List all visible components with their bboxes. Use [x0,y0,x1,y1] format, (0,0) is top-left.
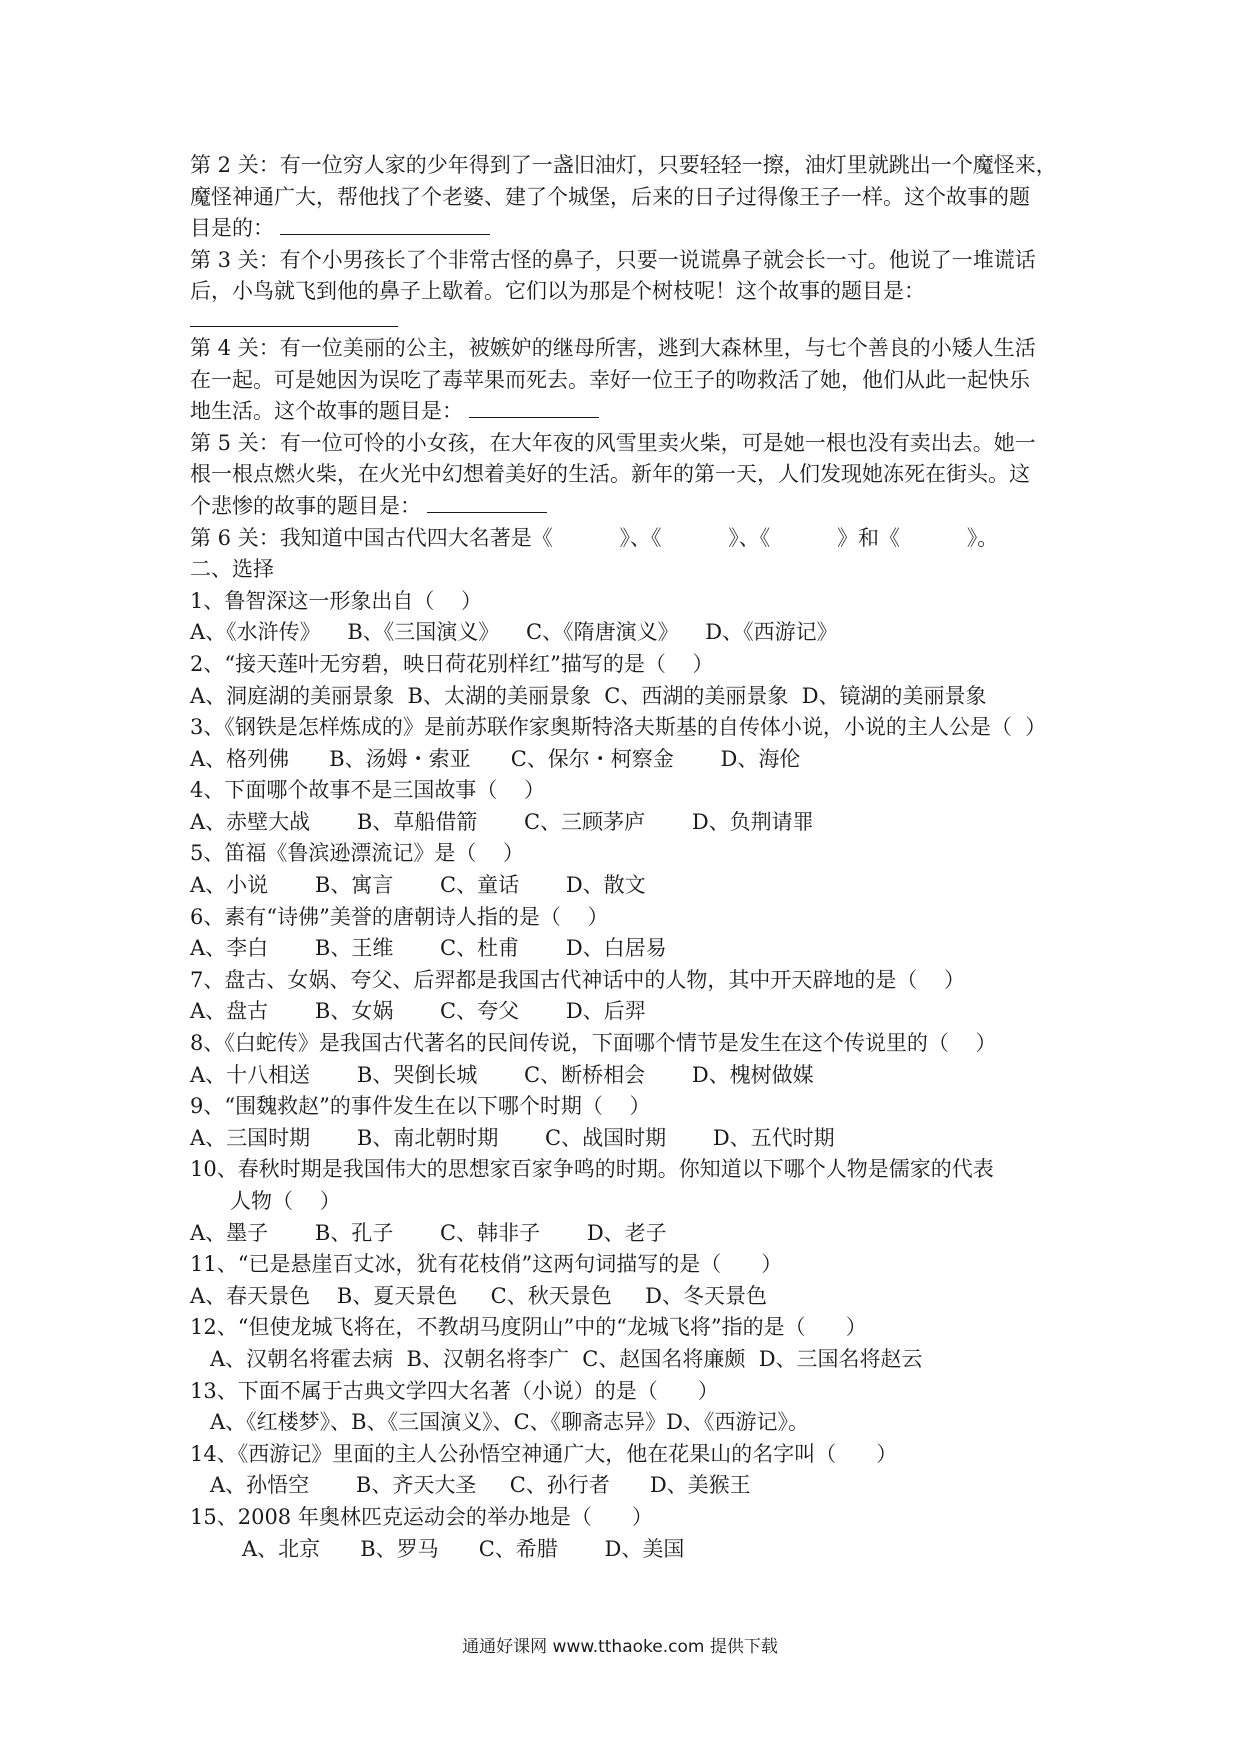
question-12-options[interactable]: A、汉朝名将霍去病 B、汉朝名将李广 C、赵国名将廉颇 D、三国名将赵云 [210,1346,923,1371]
question-8-options[interactable]: A、十八相送 B、哭倒长城 C、断桥相会 D、槐树做媒 [190,1062,814,1087]
q4-line-3 [190,396,1060,428]
q5-line-2: 根一根点燃火柴，在火光中幻想着美好的生活。新年的第一天，人们发现她冻死在街头。这 [190,462,1030,487]
q3-line-1: 第 3 关：有个小男孩长了个非常古怪的鼻子，只要一说谎鼻子就会长一寸。他说了一堆谎话 [190,247,1036,272]
question-14-options[interactable]: A、孙悟空 B、齐天大圣 C、孙行者 D、美猴王 [210,1473,751,1498]
q6-line-1: 第 6 关：我知道中国古代四大名著是《 》、《 》、《 》和《 》。 [190,525,999,550]
q5-line-1: 第 5 关：有一位可怜的小女孩，在大年夜的风雪里卖火柴，可是她一根也没有卖出去。她一 [190,430,1036,455]
question-7-options[interactable]: A、盘古 B、女娲 C、夸父 D、后羿 [190,999,646,1024]
question-6: 6、素有“诗佛”美誉的唐朝诗人指的是（ ） [190,904,609,929]
question-4-options[interactable]: A、赤壁大战 B、草船借箭 C、三顾茅庐 D、负荆请罪 [190,809,814,834]
question-5: 5、笛福《鲁滨逊漂流记》是（ ） [190,841,525,866]
q5-prompt: 个悲惨的故事的题目是： [190,493,421,518]
q2-line-1: 第 2 关：有一位穷人家的少年得到了一盏旧油灯，只要轻轻一擦，油灯里就跳出一个魔怪来， [190,153,1057,177]
question-14: 14、《西游记》里面的主人公孙悟空神通广大，他在花果山的名字叫（ ） [190,1441,898,1466]
q5-line-3 [190,491,1060,523]
q2-prompt: 目是的： [190,216,274,241]
q4-line-1: 第 4 关：有一位美丽的公主，被嫉妒的继母所害，逃到大森林里，与七个善良的小矮人生活 [190,335,1036,360]
question-3-options[interactable]: A、格列佛 B、汤姆・索亚 C、保尔・柯察金 D、海伦 [190,746,801,771]
question-1: 1、鲁智深这一形象出自（ ） [190,588,483,613]
q2-line-2: 魔怪神通广大，帮他找了个老婆、建了个城堡，后来的日子过得像王子一样。这个故事的题 [190,184,1030,209]
multiple-choice-list [190,586,1060,1565]
q2-line-3 [190,213,1060,245]
question-15: 15、2008 年奥林匹克运动会的举办地是（ ） [190,1504,653,1529]
question-10-cont: 人物（ ） [230,1189,341,1213]
q3-answer-blank[interactable] [190,326,398,327]
q4-answer-blank[interactable] [469,396,599,418]
q4-line-2: 在一起。可是她因为误吃了毒苹果而死去。幸好一位王子的吻救活了她，他们从此一起快乐 [190,367,1030,392]
q4-prompt: 地生活。这个故事的题目是： [190,399,463,424]
question-13: 13、下面不属于古典文学四大名著（小说）的是（ ） [190,1378,719,1403]
q2-answer-blank[interactable] [280,213,490,235]
question-11: 11、“已是悬崖百丈冰，犹有花枝俏”这两句词描写的是（ ） [190,1252,783,1277]
question-11-options[interactable]: A、春天景色 B、夏天景色 C、秋天景色 D、冬天景色 [190,1283,767,1308]
question-2-options[interactable]: A、洞庭湖的美丽景象 B、太湖的美丽景象 C、西湖的美丽景象 D、镜湖的美丽景象 [190,683,987,708]
question-1-options[interactable]: A、《水浒传》 B、《三国演义》 C、《隋唐演义》 D、《西游记》 [190,620,838,645]
worksheet-page [190,150,1060,1565]
question-12: 12、“但使龙城飞将在，不教胡马度阴山”中的“龙城飞将”指的是（ ） [190,1315,867,1340]
q3-line-2: 后，小鸟就飞到他的鼻子上歇着。它们以为那是个树枝呢！这个故事的题目是： [190,279,925,304]
question-9: 9、“围魏救赵”的事件发生在以下哪个时期（ ） [190,1094,651,1119]
question-13-options[interactable]: A、《红楼梦》、B、《三国演义》、C、《聊斋志异》D、《西游记》。 [210,1410,809,1435]
question-15-options[interactable]: A、北京 B、罗马 C、希腊 D、美国 [242,1536,685,1561]
question-9-options[interactable]: A、三国时期 B、南北朝时期 C、战国时期 D、五代时期 [190,1125,835,1150]
question-7: 7、盘古、女娲、夸父、后羿都是我国古代神话中的人物，其中开天辟地的是（ ） [190,967,966,992]
question-4: 4、下面哪个故事不是三国故事（ ） [190,778,546,803]
question-5-options[interactable]: A、小说 B、寓言 C、童话 D、散文 [190,873,646,898]
question-10: 10、春秋时期是我国伟大的思想家百家争鸣的时期。你知道以下哪个人物是儒家的代表 [190,1157,994,1182]
footer-credit: 通通好课网 www.tthaoke.com 提供下载 [462,1637,778,1657]
question-6-options[interactable]: A、李白 B、王维 C、杜甫 D、白居易 [190,936,667,961]
q5-answer-blank[interactable] [427,491,547,513]
question-10-options[interactable]: A、墨子 B、孔子 C、韩非子 D、老子 [190,1220,667,1245]
question-2: 2、“接天莲叶无穷碧，映日荷花别样红”描写的是（ ） [190,651,714,676]
section-title-choice: 二、选择 [190,557,274,582]
question-3: 3、《钢铁是怎样炼成的》是前苏联作家奥斯特洛夫斯基的自传体小说，小说的主人公是（ ） [190,715,1047,740]
question-8: 8、《白蛇传》是我国古代著名的民间传说，下面哪个情节是发生在这个传说里的（ ） [190,1031,997,1056]
